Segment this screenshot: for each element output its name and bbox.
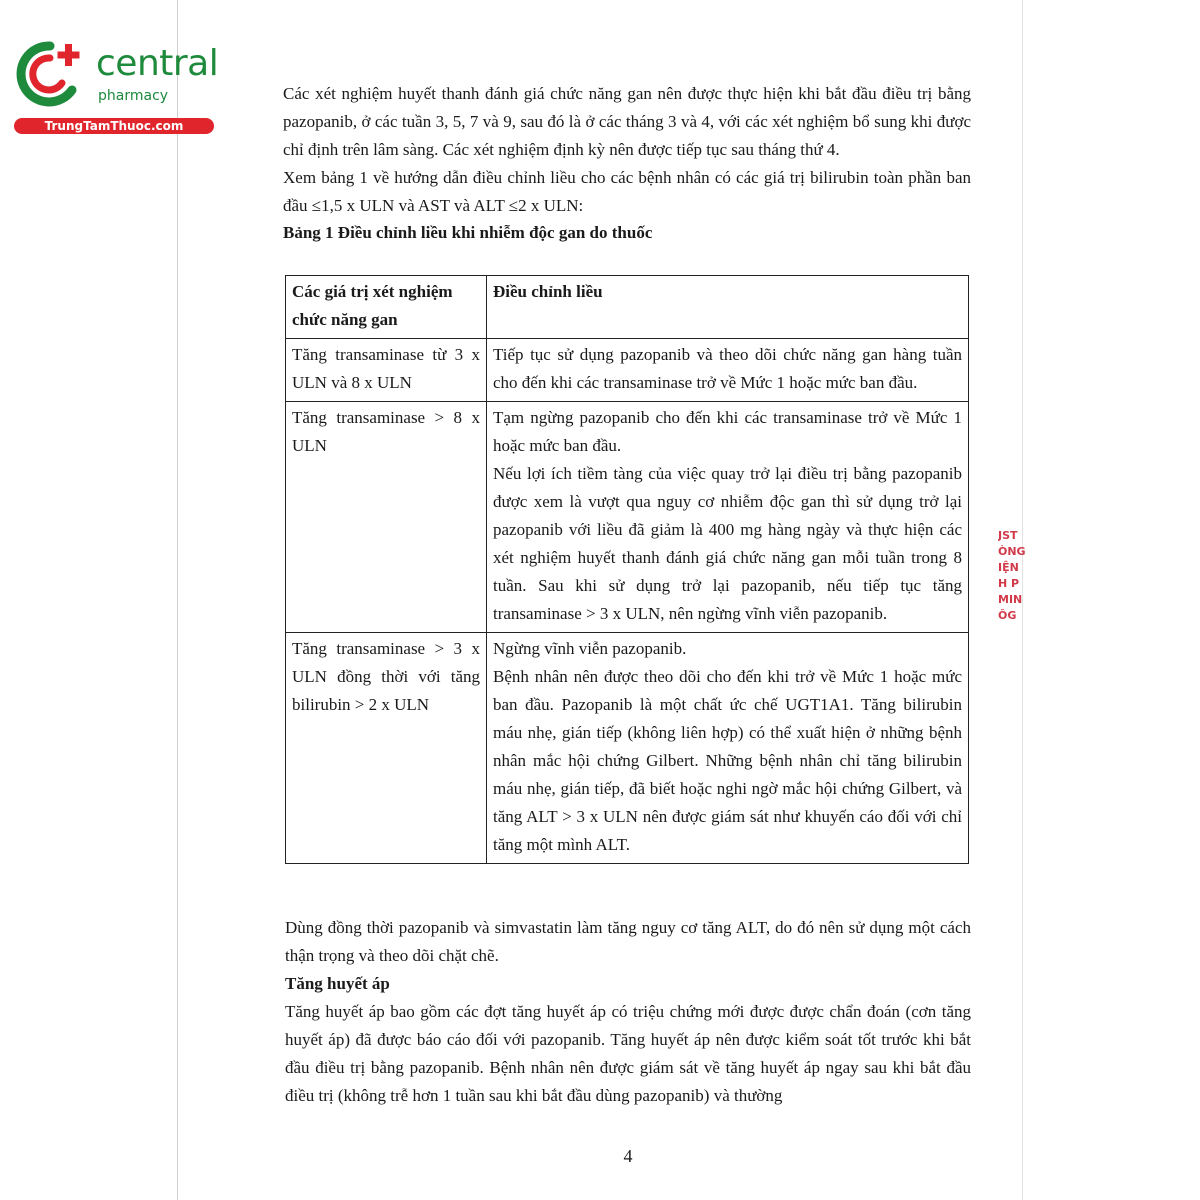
table-row <box>286 633 969 864</box>
stamp-text: ÒNG <box>998 545 1026 558</box>
action-text: Tiếp tục sử dụng pazopanib và theo dõi chức năng gan hàng tuần cho đến khi các transaminase trở về Mức 1 hoặc mức ban đầu. <box>493 345 962 392</box>
page-edge-left <box>177 0 178 1200</box>
logo-name: central <box>96 43 219 84</box>
dose-adjustment-table <box>285 275 969 864</box>
logo-subtitle: pharmacy <box>98 88 169 104</box>
logo-url[interactable]: TrungTamThuoc.com <box>14 118 214 134</box>
table-cell-condition: Tăng transaminase > 3 x ULN đồng thời với tăng bilirubin > 2 x ULN <box>286 633 487 864</box>
paragraph-table-reference: Xem bảng 1 về hướng dẫn điều chỉnh liều cho các bệnh nhân có các giá trị bilirubin toàn phần ban đầu ≤1,5 x ULN và AST và ALT ≤2 x ULN: <box>283 168 971 215</box>
table-header-row <box>286 276 969 339</box>
central-pharmacy-logo[interactable] <box>10 38 219 138</box>
stamp-text: ÔG <box>998 609 1017 622</box>
action-text: Tạm ngừng pazopanib cho đến khi các transaminase trở về Mức 1 hoặc mức ban đầu. <box>493 408 962 455</box>
stamp-text: MIN <box>998 593 1023 606</box>
pharmacy-cross-icon <box>10 38 90 108</box>
table-header-cell: Các giá trị xét nghiệm chức năng gan <box>286 276 487 339</box>
paragraph-liver-tests: Các xét nghiệm huyết thanh đánh giá chức năng gan nên được thực hiện khi bắt đầu điều trị bằng pazopanib, ở các tuần 3, 5, 7 và 9, sau đó là ở các tháng 3 và 4, với các xét nghiệm bổ sung khi được chỉ định trên lâm sàng. Các xét nghiệm định kỳ nên được tiếp tục sau tháng thứ 4. <box>283 84 971 159</box>
stamp-text: IỆN <box>998 561 1019 574</box>
table-cell-condition: Tăng transaminase từ 3 x ULN và 8 x ULN <box>286 339 487 402</box>
paragraph-hypertension: Tăng huyết áp bao gồm các đợt tăng huyết áp có triệu chứng mới được được chẩn đoán (cơn tăng huyết áp) đã được báo cáo đối với pazopanib. Tăng huyết áp nên được kiểm soát tốt trước khi bắt đầu điều trị bằng pazopanib. Bệnh nhân nên được giám sát về tăng huyết áp ngay sau khi bắt đầu điều trị (không trễ hơn 1 tuần sau khi bắt đầu dùng pazopanib) và thường <box>285 1002 971 1105</box>
table-cell-action <box>487 633 969 864</box>
action-text: Nếu lợi ích tiềm tàng của việc quay trở lại điều trị bằng pazopanib được xem là vượt qua nguy cơ nhiễm độc gan thì sử dụng trở lại pazopanib với liều đã giảm là 400 mg hàng ngày và thực hiện các xét nghiệm huyết thanh đánh giá chức năng gan mỗi tuần trong 8 tuần. Sau khi sử dụng trở lại pazopanib, nếu tiếp tục tăng transaminase > 3 x ULN, nên ngừng vĩnh viễn pazopanib. <box>493 464 962 623</box>
table-cell-action <box>487 402 969 633</box>
stamp-text: JST <box>998 529 1018 542</box>
paragraph-simvastatin: Dùng đồng thời pazopanib và simvastatin làm tăng nguy cơ tăng ALT, do đó nên sử dụng một cách thận trọng và theo dõi chặt chẽ. <box>285 918 971 965</box>
table-caption: Bảng 1 Điều chỉnh liều khi nhiễm độc gan do thuốc <box>283 223 653 242</box>
action-text: Ngừng vĩnh viễn pazopanib. <box>493 639 687 658</box>
stamp-text: H P <box>998 577 1020 590</box>
table-row <box>286 402 969 633</box>
document-body-continued <box>285 914 971 1110</box>
table-header-cell: Điều chỉnh liều <box>487 276 969 339</box>
red-stamp-fragment <box>998 528 1030 688</box>
page-number: 4 <box>623 1146 633 1166</box>
action-text: Bệnh nhân nên được theo dõi cho đến khi trở về Mức 1 hoặc mức ban đầu. Pazopanib là một chất ức chế UGT1A1. Tăng bilirubin máu nhẹ, gián tiếp (không liên hợp) có thể xuất hiện ở những bệnh nhân mắc hội chứng Gilbert. Những bệnh nhân chỉ tăng bilirubin máu nhẹ, gián tiếp, đã biết hoặc nghi ngờ mắc hội chứng Gilbert, và tăng ALT > 3 x ULN nên được giám sát như khuyến cáo đối với chỉ tăng một mình ALT. <box>493 667 962 854</box>
table-cell-action <box>487 339 969 402</box>
table-row <box>286 339 969 402</box>
table-cell-condition: Tăng transaminase > 8 x ULN <box>286 402 487 633</box>
document-body <box>283 80 971 246</box>
section-heading-hypertension: Tăng huyết áp <box>285 974 390 993</box>
